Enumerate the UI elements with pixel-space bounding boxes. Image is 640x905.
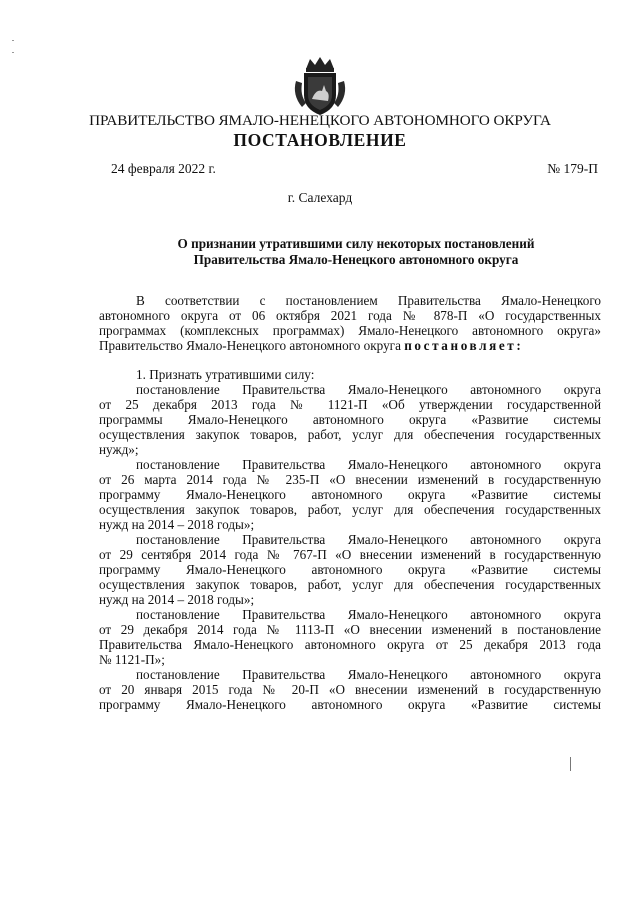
text-line: от 25 декабря 2013 года № 1121-П «Об утверждении государственной <box>99 397 601 412</box>
text-line: В соответствии с постановлением Правительства Ямало-Ненецкого <box>136 293 601 308</box>
subject-line: Правительства Ямало-Ненецкого автономного округа <box>193 252 519 267</box>
text-line: № 1121-П»; <box>99 652 165 667</box>
text-line: постановление Правительства Ямало-Ненецкого автономного округа <box>136 532 601 547</box>
scan-edge-mark <box>12 40 14 41</box>
clause-item <box>99 607 601 667</box>
clause-heading: 1. Признать утратившими силу: <box>136 367 315 382</box>
text-line: автономного округа от 06 октября 2021 года № 878-П «О государственных <box>99 308 601 323</box>
document-date: 24 февраля 2022 г. <box>111 161 216 176</box>
document-number: № 179-П <box>547 161 598 176</box>
text-line: программу Ямало-Ненецкого автономного округа «Развитие системы <box>99 487 601 502</box>
text-line: постановление Правительства Ямало-Ненецкого автономного округа <box>136 607 601 622</box>
text-line: от 20 января 2015 года № 20-П «О внесении изменений в государственную <box>99 682 601 697</box>
clause-item <box>99 382 601 457</box>
text-line: от 29 сентября 2014 года № 767-П «О внесении изменений в государственную <box>99 547 601 562</box>
resolves-keyword: постановляет: <box>404 338 524 353</box>
document-type-title: ПОСТАНОВЛЕНИЕ <box>233 130 407 150</box>
text-line: Правительства Ямало-Ненецкого автономного округа от 25 декабря 2013 года <box>99 637 601 652</box>
text-line: нужд на 2014 – 2018 годы»; <box>99 517 255 532</box>
subject-line: О признании утратившими силу некоторых постановлений <box>177 236 535 251</box>
preamble-paragraph <box>99 293 601 353</box>
coat-of-arms-icon <box>290 55 350 117</box>
clause-item <box>99 457 601 532</box>
text-line: постановление Правительства Ямало-Ненецкого автономного округа <box>136 382 601 397</box>
text-line: постановление Правительства Ямало-Ненецкого автономного округа <box>136 457 601 472</box>
text-line: осуществления закупок товаров, работ, услуг для обеспечения государственных <box>99 577 601 592</box>
text-line: осуществления закупок товаров, работ, услуг для обеспечения государственных <box>99 427 601 442</box>
clause-item <box>99 667 601 712</box>
text-line: нужд»; <box>99 442 139 457</box>
text-line: от 29 декабря 2014 года № 1113-П «О внесении изменений в постановление <box>99 622 601 637</box>
text-line: постановление Правительства Ямало-Ненецкого автономного округа <box>136 667 601 682</box>
clause-item <box>99 532 601 607</box>
government-name: ПРАВИТЕЛЬСТВО ЯМАЛО-НЕНЕЦКОГО АВТОНОМНОГО ОКРУГА <box>89 112 551 129</box>
text-line: нужд на 2014 – 2018 годы»; <box>99 592 255 607</box>
text-line: программу Ямало-Ненецкого автономного округа «Развитие системы <box>99 697 601 712</box>
margin-mark <box>570 757 571 771</box>
text-line: программы Ямало-Ненецкого автономного округа «Развитие системы <box>99 412 601 427</box>
scan-edge-mark <box>12 52 14 53</box>
text-line: осуществления закупок товаров, работ, услуг для обеспечения государственных <box>99 502 601 517</box>
text-line: программах (комплексных программах) Ямало-Ненецкого автономного округа» <box>99 323 601 338</box>
text-line: программу Ямало-Ненецкого автономного округа «Развитие системы <box>99 562 601 577</box>
text-line <box>99 338 601 353</box>
preamble-last-line: Правительство Ямало-Ненецкого автономного округа <box>99 338 401 353</box>
document-subject <box>112 236 600 268</box>
text-line: от 26 марта 2014 года № 235-П «О внесении изменений в государственную <box>99 472 601 487</box>
document-city: г. Салехард <box>287 190 353 205</box>
document-body <box>99 293 601 712</box>
